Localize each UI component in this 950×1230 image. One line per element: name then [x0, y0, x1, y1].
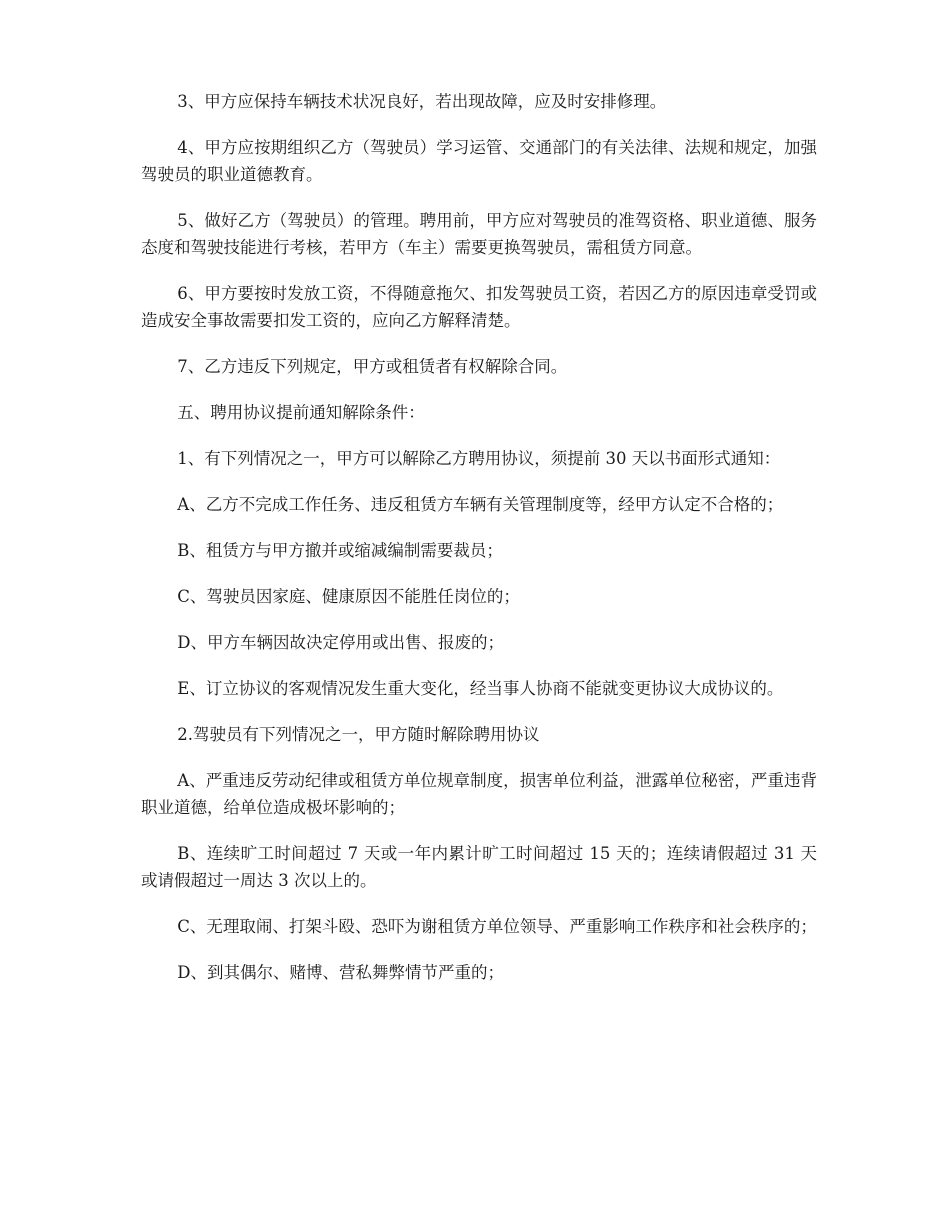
condition-2-item-d: D、到其偶尔、赌博、营私舞弊情节严重的；	[177, 963, 505, 982]
condition-1-item-e: E、订立协议的客观情况发生重大变化，经当事人协商不能就变更协议大成协议的。	[177, 679, 784, 698]
condition-2-item-c: C、无理取闹、打架斗殴、恐吓为谢租赁方单位领导、严重影响工作秩序和社会秩序的；	[177, 917, 817, 936]
clause-7-termination-right: 7、乙方违反下列规定，甲方或租赁者有权解除合同。	[177, 357, 568, 376]
clause-6-wages: 6、甲方要按时发放工资，不得随意拖欠、扣发驾驶员工资，若因乙方的原因违章受罚或造成安全事故需要扣发工资的，应向乙方解释清楚。	[141, 284, 817, 330]
condition-1-notice: 1、有下列情况之一，甲方可以解除乙方聘用协议，须提前 30 天以书面形式通知：	[177, 449, 781, 468]
section-5-heading: 五、聘用协议提前通知解除条件：	[177, 403, 425, 422]
condition-1-item-d: D、甲方车辆因故决定停用或出售、报废的；	[177, 633, 505, 652]
condition-1-item-a: A、乙方不完成工作任务、违反租赁方车辆有关管理制度等，经甲方认定不合格的；	[177, 495, 784, 514]
condition-1-item-b: B、租赁方与甲方撤并或缩减编制需要裁员；	[177, 541, 503, 560]
condition-2-immediate: 2.驾驶员有下列情况之一，甲方随时解除聘用协议	[177, 725, 540, 744]
clause-5-driver-management: 5、做好乙方（驾驶员）的管理。聘用前，甲方应对驾驶员的准驾资格、职业道德、服务态度和驾驶技能进行考核，若甲方（车主）需要更换驾驶员，需租赁方同意。	[141, 211, 817, 257]
condition-2-item-b: B、连续旷工时间超过 7 天或一年内累计旷工时间超过 15 天的；连续请假超过 31 天或请假超过一周达 3 次以上的。	[141, 844, 817, 890]
condition-2-item-a: A、严重违反劳动纪律或租赁方单位规章制度，损害单位利益，泄露单位秘密，严重违背职业道德，给单位造成极坏影响的；	[141, 771, 817, 817]
clause-4-training: 4、甲方应按期组织乙方（驾驶员）学习运管、交通部门的有关法律、法规和规定，加强驾驶员的职业道德教育。	[141, 138, 817, 184]
condition-1-item-c: C、驾驶员因家庭、健康原因不能胜任岗位的；	[177, 587, 520, 606]
clause-3-vehicle-maintenance: 3、甲方应保持车辆技术状况良好，若出现故障，应及时安排修理。	[177, 92, 667, 111]
document-page	[141, 88, 817, 1005]
